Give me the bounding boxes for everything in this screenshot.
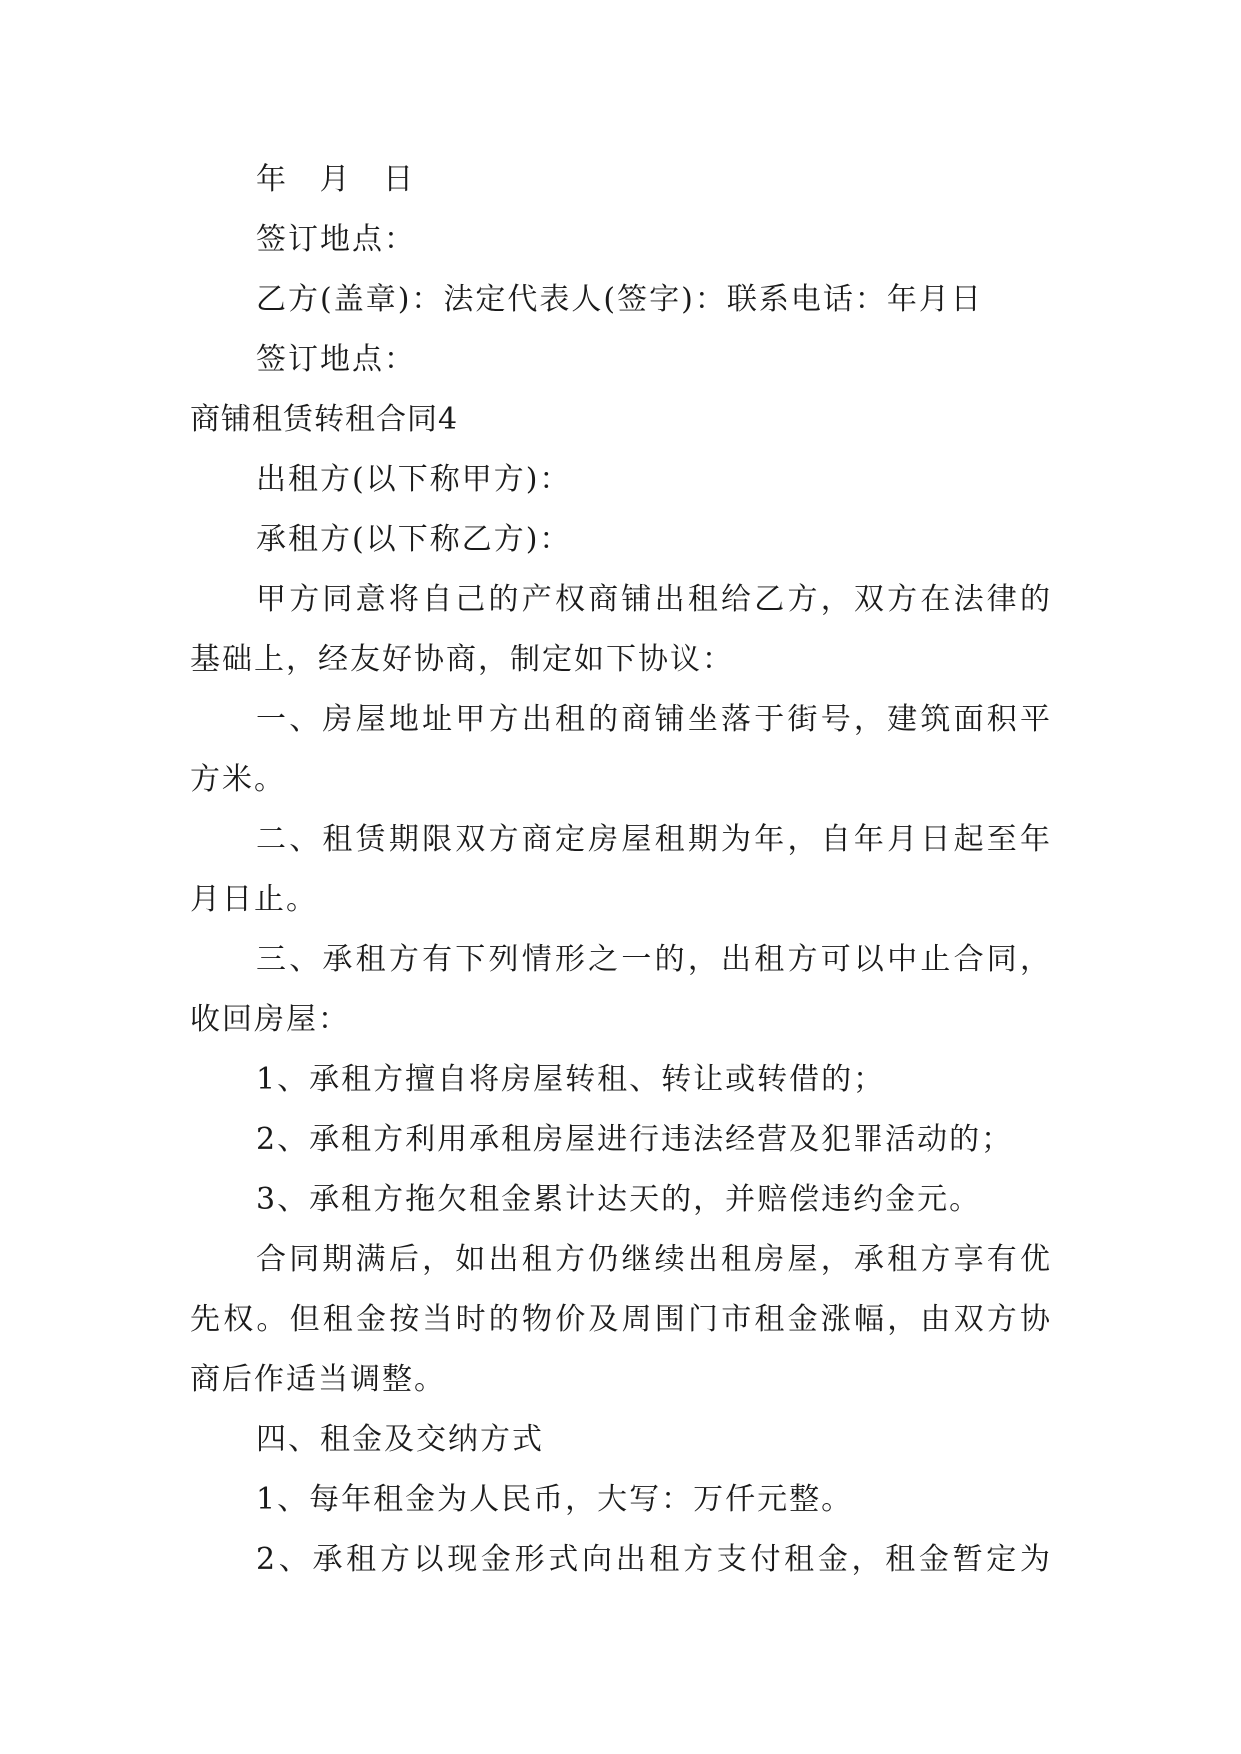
signing-place-line: 签订地点： [256,222,416,257]
date-line: 年 月 日 [256,162,426,197]
clause-3-item-2: 2、承租方利用承租房屋进行违法经营及犯罪活动的； [256,1122,1014,1157]
renewal-paragraph-line: 合同期满后，如出租方仍继续出租房屋，承租方享有优 [256,1242,1052,1277]
clause-1-line: 方米。 [190,762,286,797]
party-b-signature-line: 乙方(盖章)：法定代表人(签字)：联系电话：年月日 [256,282,983,317]
preamble-line: 基础上，经友好协商，制定如下协议： [190,642,734,677]
clause-4-item-1: 1、每年租金为人民币，大写：万仟元整。 [256,1482,854,1517]
clause-2-line: 二、租赁期限双方商定房屋租期为年，自年月日起至年 [256,822,1052,857]
signing-place-line: 签订地点： [256,342,416,377]
renewal-paragraph-line: 先权。但租金按当时的物价及周围门市租金涨幅，由双方协 [190,1302,1052,1337]
clause-3-line: 收回房屋： [190,1002,350,1037]
lessee-line: 承租方(以下称乙方)： [256,522,572,557]
renewal-paragraph-line: 商后作适当调整。 [190,1362,446,1397]
clause-4-item-2: 2、承租方以现金形式向出租方支付租金，租金暂定为 [256,1542,1052,1577]
clause-3-item-1: 1、承租方擅自将房屋转租、转让或转借的； [256,1062,886,1097]
clause-3-line: 三、承租方有下列情形之一的，出租方可以中止合同， [256,942,1052,977]
document-body [190,150,1052,1590]
contract-title: 商铺租赁转租合同4 [190,402,459,437]
clause-2-line: 月日止。 [190,882,318,917]
clause-3-item-3: 3、承租方拖欠租金累计达天的，并赔偿违约金元。 [256,1182,982,1217]
lessor-line: 出租方(以下称甲方)： [256,462,572,497]
clause-1-line: 一、房屋地址甲方出租的商铺坐落于街号，建筑面积平 [256,702,1052,737]
clause-4-heading: 四、租金及交纳方式 [256,1422,544,1457]
preamble-line: 甲方同意将自己的产权商铺出租给乙方，双方在法律的 [256,582,1052,617]
